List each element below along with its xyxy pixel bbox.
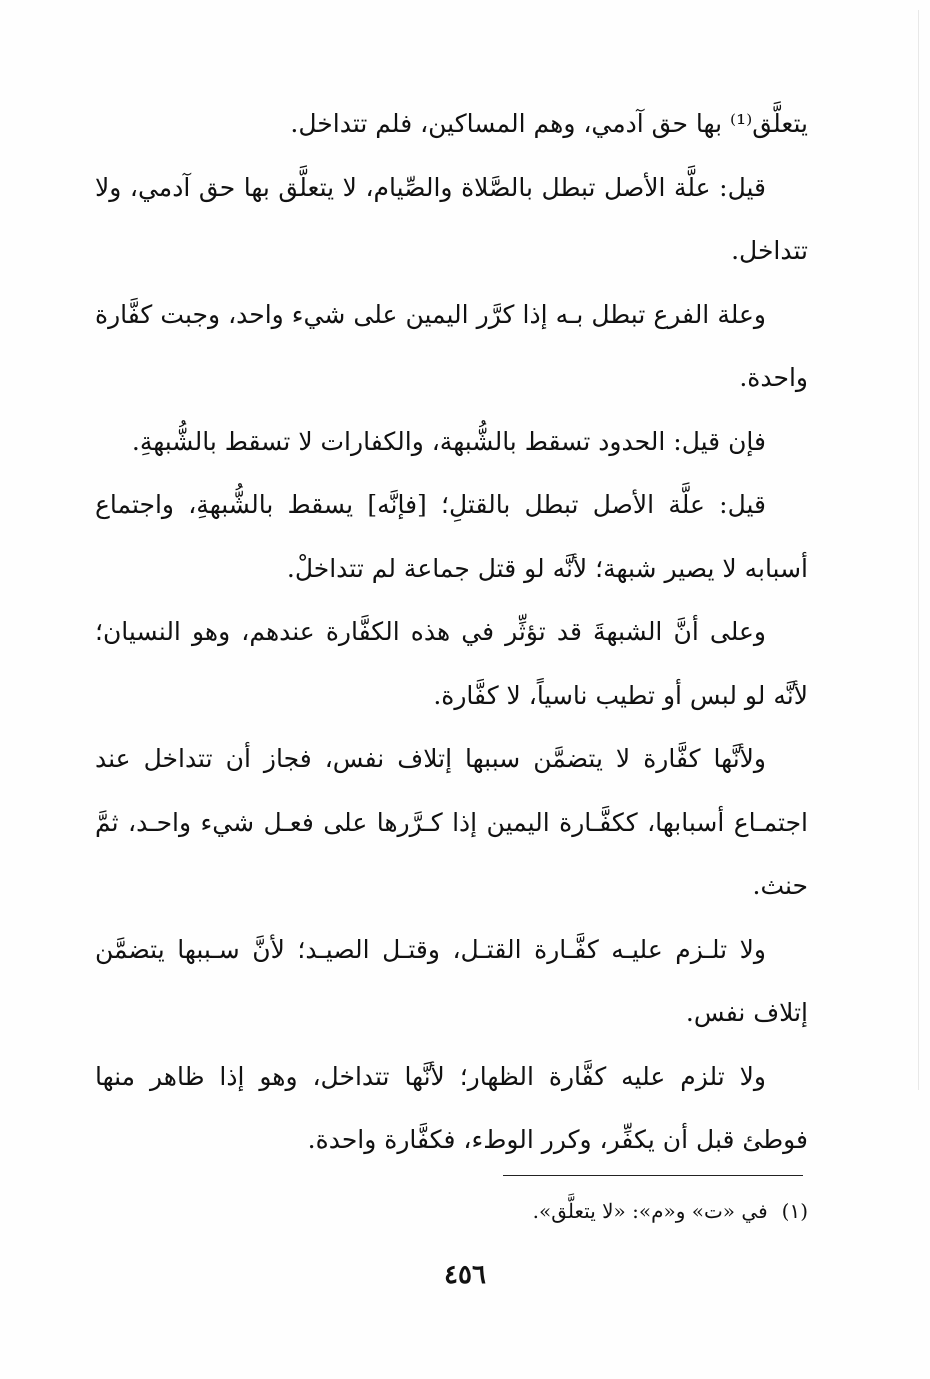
page-edge-line <box>918 10 919 1090</box>
footnote <box>533 1196 808 1226</box>
paragraph: ولا تلـزم عليـه كفَّـارة القتـل، وقتـل الصيـد؛ لأنَّ سـببها يتضمَّن إتلاف نفس. <box>95 934 808 1027</box>
paragraph: قيل: علَّة الأصل تبطل بالقتلِ؛ [فإنَّه] يسقط بالشُّبهةِ، واجتماع أسبابه لا يصير شبهة؛ لأنَّه لو قتل جماعة لم تتداخلْ. <box>95 490 808 583</box>
footnote-text: في «ت» و«م»: «لا يتعلَّق». <box>532 1199 768 1223</box>
body-text <box>95 92 808 1172</box>
paragraph: يتعلَّق⁽¹⁾ بها حق آدمي، وهم المساكين، فلم تتداخل. <box>290 109 808 138</box>
paragraph: ولا تلزم عليه كفَّارة الظهار؛ لأنَّها تتداخل، وهو إذا ظاهر منها فوطئ قبل أن يكفِّر، وكرر الوطء، فكفَّارة واحدة. <box>95 1061 808 1154</box>
page-number: ٤٥٦ <box>444 1260 486 1290</box>
footnote-marker: (١) <box>781 1199 808 1223</box>
paragraph: وعلة الفرع تبطل بـه إذا كرَّر اليمين على شيء واحد، وجبت كفَّارة واحدة. <box>95 299 808 392</box>
paragraph: فإن قيل: الحدود تسقط بالشُّبهة، والكفارات لا تسقط بالشُّبهةِ. <box>131 426 766 456</box>
paragraph: ولأنَّها كفَّارة لا يتضمَّن سببها إتلاف نفس، فجاز أن تتداخل عند اجتمـاع أسبابها، ككفَّـارة اليمين إذا كـرَّرها على فعـل شيء واحـد، ثمَّ حنث. <box>95 744 808 900</box>
paragraph: قيل: علَّة الأصل تبطل بالصَّلاة والصِّيام، لا يتعلَّق بها حق آدمي، ولا تتداخل. <box>95 172 808 265</box>
paragraph: وعلى أنَّ الشبهةَ قد تؤثِّر في هذه الكفَّارة عندهم، وهو النسيان؛ لأنَّه لو لبس أو تطيب ناسياً، لا كفَّارة. <box>95 617 808 710</box>
footnote-separator <box>503 1175 803 1176</box>
